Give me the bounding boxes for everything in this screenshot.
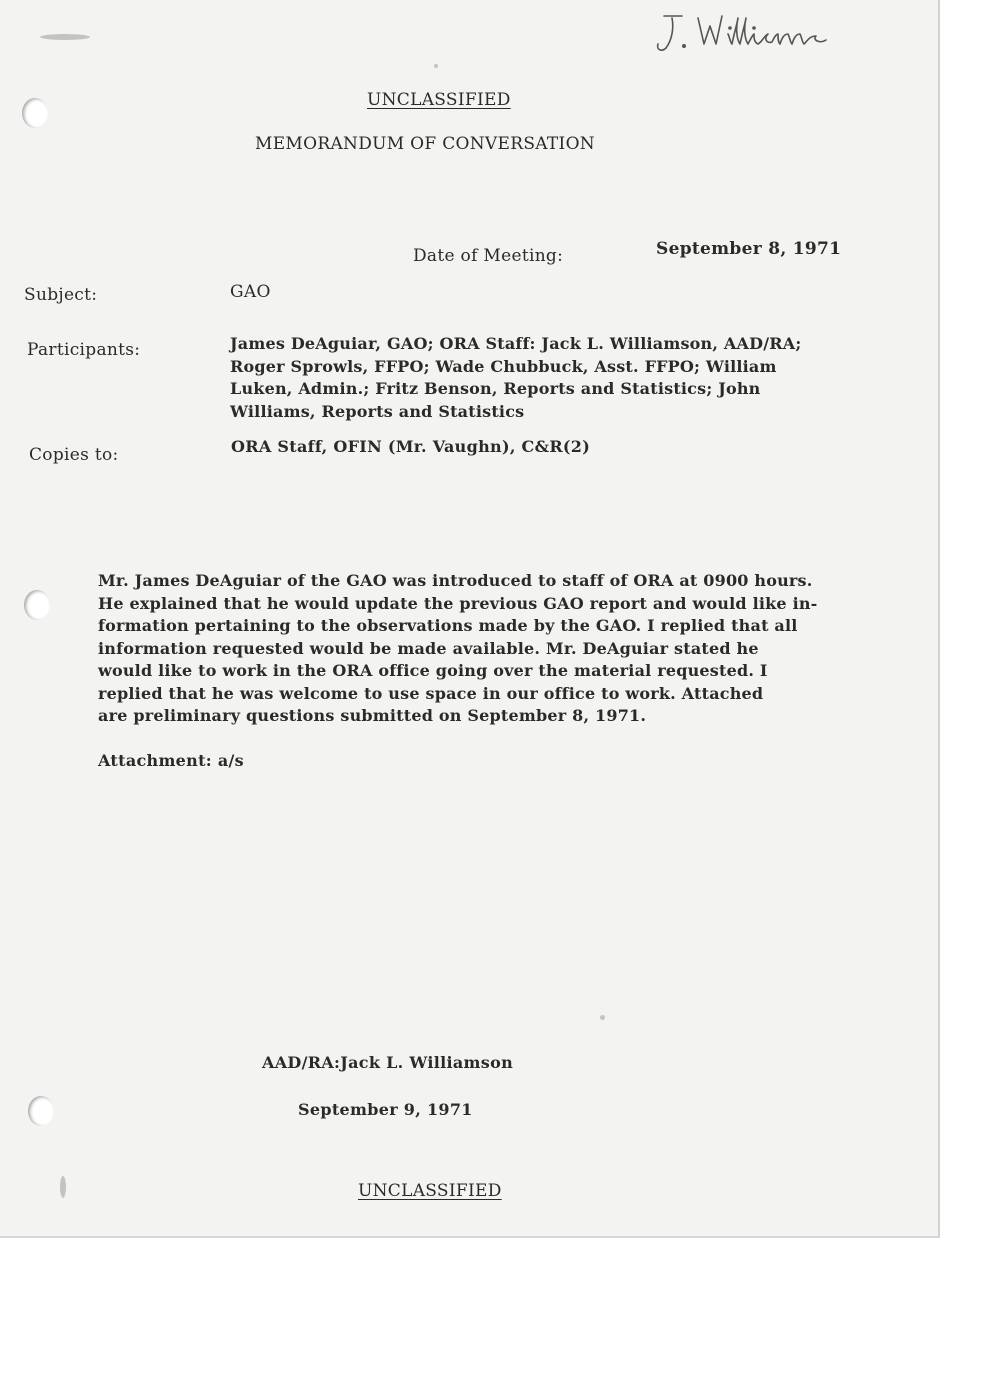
scan-speck	[434, 64, 438, 68]
punch-hole-top	[22, 98, 48, 128]
subject-value: GAO	[230, 282, 271, 302]
participants-line: Williams, Reports and Statistics	[230, 401, 525, 421]
memo-body-paragraph	[98, 570, 818, 728]
scan-speck	[600, 1015, 605, 1020]
scan-smudge	[60, 1176, 66, 1198]
handwritten-signature	[650, 4, 890, 64]
document-title: MEMORANDUM OF CONVERSATION	[255, 134, 595, 154]
participants-label: Participants:	[27, 340, 141, 360]
body-line: formation pertaining to the observations made by the GAO. I replied that all	[98, 616, 798, 635]
scan-smudge	[40, 34, 90, 40]
classification-bottom: UNCLASSIFIED	[358, 1181, 502, 1201]
author-line: AAD/RA:Jack L. Williamson	[262, 1053, 513, 1072]
copies-label: Copies to:	[29, 445, 119, 465]
body-line: He explained that he would update the previous GAO report and would like in-	[98, 593, 818, 613]
body-line: are preliminary questions submitted on September 8, 1971.	[98, 706, 647, 725]
attachment-note: Attachment: a/s	[98, 751, 244, 770]
classification-top: UNCLASSIFIED	[367, 90, 511, 110]
participants-line: James DeAguiar, GAO; ORA Staff: Jack L. Williamson, AAD/RA;	[230, 334, 802, 353]
body-line: Mr. James DeAguiar of the GAO was introduced to staff of ORA at 0900 hours.	[98, 571, 813, 590]
participants-line: Roger Sprowls, FFPO; Wade Chubbuck, Asst. FFPO; William	[230, 356, 777, 376]
participants-line: Luken, Admin.; Fritz Benson, Reports and Statistics; John	[230, 379, 761, 398]
meeting-date-label: Date of Meeting:	[413, 246, 564, 266]
body-line: information requested would be made available. Mr. DeAguiar stated he	[98, 638, 759, 658]
body-line: replied that he was welcome to use space in our office to work. Attached	[98, 683, 764, 703]
meeting-date-value: September 8, 1971	[656, 239, 842, 259]
subject-label: Subject:	[24, 285, 98, 305]
punch-hole-middle	[24, 590, 50, 620]
body-line: would like to work in the ORA office going over the material requested. I	[98, 661, 768, 680]
copies-value: ORA Staff, OFIN (Mr. Vaughn), C&R(2)	[231, 437, 591, 456]
punch-hole-bottom	[28, 1096, 54, 1126]
participants-list	[230, 333, 801, 423]
signed-date: September 9, 1971	[298, 1100, 473, 1119]
